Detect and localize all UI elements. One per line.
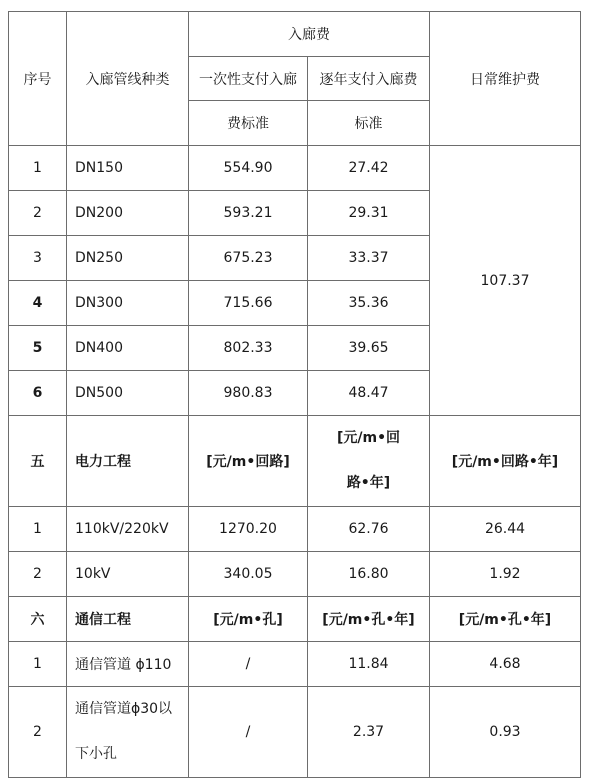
row-one-time-fee: / — [189, 642, 308, 687]
row-yearly-fee: 27.42 — [308, 146, 430, 191]
row-pipe-type: DN250 — [67, 236, 189, 281]
row-one-time-fee: 1270.20 — [189, 507, 308, 552]
row-seq: 5 — [9, 326, 67, 371]
section-unit-one-time: [元/m•孔] — [189, 597, 308, 642]
row-seq: 1 — [9, 146, 67, 191]
row-seq: 6 — [9, 371, 67, 416]
row-maintenance-fee: 4.68 — [430, 642, 581, 687]
row-pipe-type: DN300 — [67, 281, 189, 326]
section-unit-yearly-line1: [元/m•回 — [336, 430, 401, 446]
section-row-power — [9, 416, 581, 507]
row-yearly-fee: 35.36 — [308, 281, 430, 326]
row-one-time-fee: 554.90 — [189, 146, 308, 191]
row-pipe-type: DN400 — [67, 326, 189, 371]
table-row — [9, 642, 581, 687]
row-seq: 1 — [9, 642, 67, 687]
row-maintenance-fee: 26.44 — [430, 507, 581, 552]
section-unit-maintenance: [元/m•回路•年] — [430, 416, 581, 507]
row-pipe-type-line2: 下小孔 — [75, 746, 117, 762]
row-one-time-fee: / — [189, 687, 308, 778]
row-seq: 2 — [9, 687, 67, 778]
section-name: 通信工程 — [67, 597, 189, 642]
section-name: 电力工程 — [67, 416, 189, 507]
header-pipe-type: 入廊管线种类 — [67, 12, 189, 146]
row-one-time-fee: 675.23 — [189, 236, 308, 281]
header-one-time-line1: 一次性支付入廊 — [189, 57, 308, 101]
section-row-telecom — [9, 597, 581, 642]
row-seq: 2 — [9, 552, 67, 597]
row-pipe-type: DN500 — [67, 371, 189, 416]
header-one-time-line2: 费标准 — [189, 101, 308, 146]
header-fee-group: 入廊费 — [189, 12, 430, 57]
row-pipe-type: 通信管道 ϕ110 — [67, 642, 189, 687]
water-maintenance-fee: 107.37 — [430, 146, 581, 416]
header-yearly-line1: 逐年支付入廊费 — [308, 57, 430, 101]
header-seq: 序号 — [9, 12, 67, 146]
row-seq: 2 — [9, 191, 67, 236]
table-row — [9, 687, 581, 778]
section-unit-maintenance: [元/m•孔•年] — [430, 597, 581, 642]
row-yearly-fee: 16.80 — [308, 552, 430, 597]
section-unit-yearly-line2: 路•年] — [346, 475, 391, 491]
header-yearly-line2: 标准 — [308, 101, 430, 146]
row-yearly-fee: 2.37 — [308, 687, 430, 778]
row-pipe-type: 110kV/220kV — [67, 507, 189, 552]
table-row — [9, 507, 581, 552]
row-one-time-fee: 340.05 — [189, 552, 308, 597]
row-seq: 3 — [9, 236, 67, 281]
row-yearly-fee: 29.31 — [308, 191, 430, 236]
row-yearly-fee: 48.47 — [308, 371, 430, 416]
row-yearly-fee: 62.76 — [308, 507, 430, 552]
section-seq: 五 — [9, 416, 67, 507]
row-maintenance-fee: 1.92 — [430, 552, 581, 597]
section-seq: 六 — [9, 597, 67, 642]
header-maintenance: 日常维护费 — [430, 12, 581, 146]
row-seq: 1 — [9, 507, 67, 552]
row-seq: 4 — [9, 281, 67, 326]
row-pipe-type — [67, 687, 189, 778]
row-pipe-type: DN200 — [67, 191, 189, 236]
table-row — [9, 146, 581, 191]
row-one-time-fee: 715.66 — [189, 281, 308, 326]
section-unit-one-time: [元/m•回路] — [189, 416, 308, 507]
row-yearly-fee: 39.65 — [308, 326, 430, 371]
row-maintenance-fee: 0.93 — [430, 687, 581, 778]
row-yearly-fee: 33.37 — [308, 236, 430, 281]
row-one-time-fee: 802.33 — [189, 326, 308, 371]
table-row — [9, 552, 581, 597]
row-pipe-type-line1: 通信管道ϕ30以 — [75, 701, 173, 717]
row-pipe-type: 10kV — [67, 552, 189, 597]
row-one-time-fee: 980.83 — [189, 371, 308, 416]
fee-table — [8, 11, 581, 778]
row-yearly-fee: 11.84 — [308, 642, 430, 687]
row-one-time-fee: 593.21 — [189, 191, 308, 236]
row-pipe-type: DN150 — [67, 146, 189, 191]
section-unit-yearly — [308, 416, 430, 507]
section-unit-yearly: [元/m•孔•年] — [308, 597, 430, 642]
